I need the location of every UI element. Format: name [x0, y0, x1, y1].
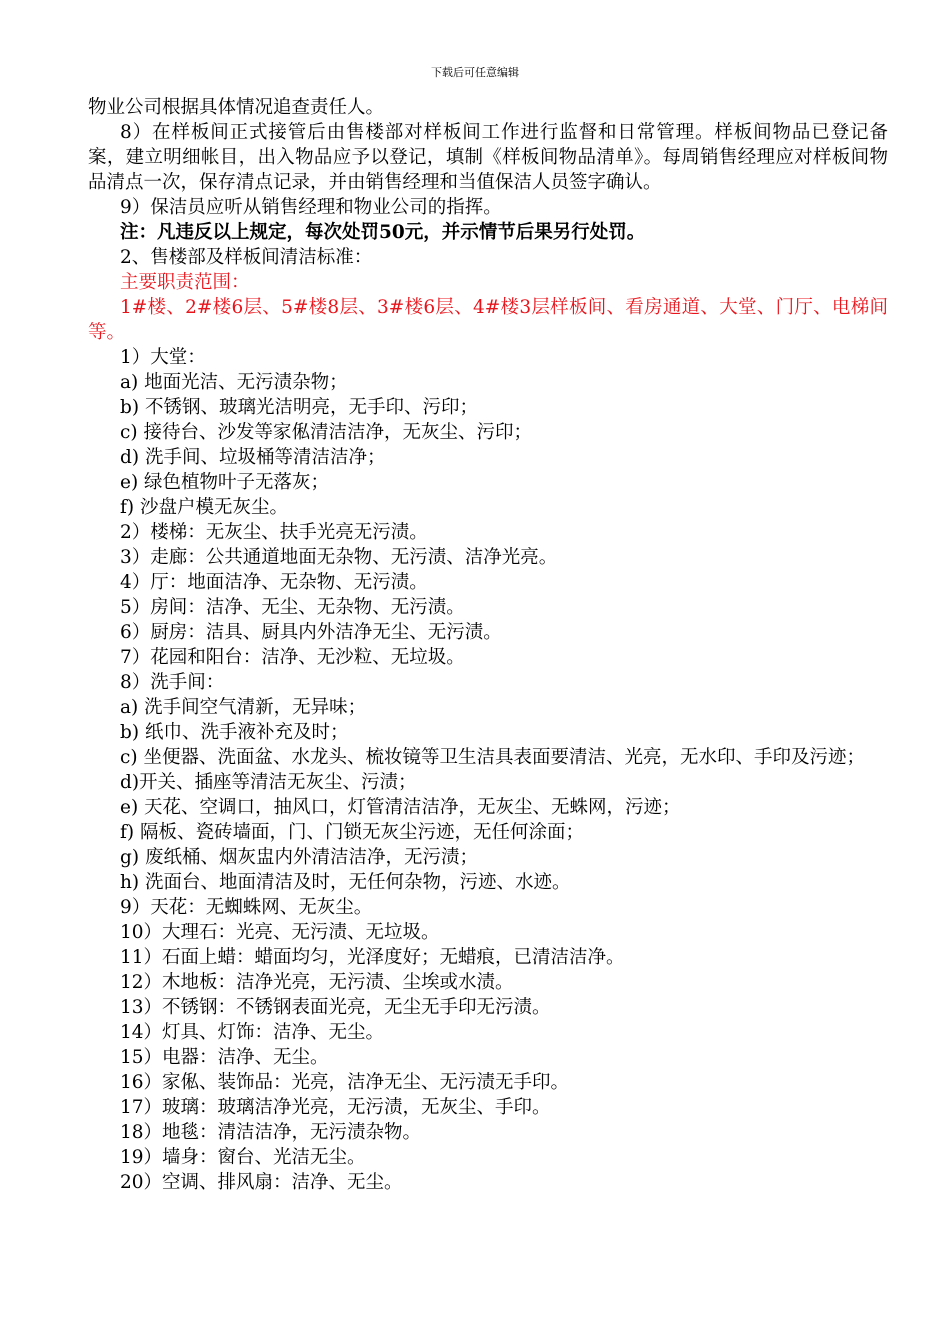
paragraph: 1）大堂：: [120, 347, 206, 368]
paragraph: 11）石面上蜡：蜡面均匀，光泽度好；无蜡痕，已清洁洁净。: [120, 947, 625, 968]
paragraph: 2）楼梯：无灰尘、扶手光亮无污渍。: [120, 522, 428, 543]
paragraph: f) 沙盘户模无灰尘。: [120, 497, 288, 518]
paragraph: d)开关、插座等清洁无灰尘、污渍；: [120, 772, 417, 793]
paragraph: f) 隔板、瓷砖墙面，门、门锁无灰尘污迹，无任何涂面；: [120, 822, 584, 843]
paragraph: 2、售楼部及样板间清洁标准：: [120, 247, 373, 268]
paragraph: b) 纸巾、洗手液补充及时；: [120, 722, 349, 743]
paragraph: 4）厅：地面洁净、无杂物、无污渍。: [120, 572, 428, 593]
paragraph: 5）房间：洁净、无尘、无杂物、无污渍。: [120, 597, 465, 618]
paragraph: 8）洗手间：: [120, 672, 225, 693]
paragraph: a) 洗手间空气清新，无异味；: [120, 697, 367, 718]
paragraph: h) 洗面台、地面清洁及时，无任何杂物，污迹、水迹。: [120, 872, 571, 893]
paragraph: 15）电器：洁净、无尘。: [120, 1047, 329, 1068]
paragraph: a) 地面光洁、无污渍杂物；: [120, 372, 348, 393]
paragraph: 3）走廊：公共通道地面无杂物、无污渍、洁净光亮。: [120, 547, 558, 568]
paragraph: 17）玻璃：玻璃洁净光亮，无污渍，无灰尘、手印。: [120, 1097, 551, 1118]
paragraph: 主要职责范围：: [120, 272, 250, 293]
paragraph: c) 坐便器、洗面盆、水龙头、梳妆镜等卫生洁具表面要清洁、光亮，无水印、手印及污迹；: [120, 747, 865, 768]
paragraph: 8）在样板间正式接管后由售楼部对样板间工作进行监督和日常管理。样板间物品已登记备案，建立明细帐目，出入物品应予以登记，填制《样板间物品清单》。每周销售经理应对样板间物品清点一次，保存清点记录，并由销售经理和当值保洁人员签字确认。: [88, 122, 888, 193]
paragraph: 1#楼、2#楼6层、5#楼8层、3#楼6层、4#楼3层样板间、看房通道、大堂、门厅、电梯间等。: [88, 297, 888, 343]
paragraph: 13）不锈钢：不锈钢表面光亮，无尘无手印无污渍。: [120, 997, 551, 1018]
paragraph: g) 废纸桶、烟灰盅内外清洁洁净，无污渍；: [120, 847, 478, 868]
paragraph: e) 绿色植物叶子无落灰；: [120, 472, 330, 493]
document-body: [88, 95, 888, 1195]
paragraph: 18）地毯：清洁洁净，无污渍杂物。: [120, 1122, 422, 1143]
paragraph: 16）家俬、装饰品：光亮，洁净无尘、无污渍无手印。: [120, 1072, 570, 1093]
paragraph: c) 接待台、沙发等家俬清洁洁净，无灰尘、污印；: [120, 422, 532, 443]
paragraph: 6）厨房：洁具、厨具内外洁净无尘、无污渍。: [120, 622, 502, 643]
paragraph: d) 洗手间、垃圾桶等清洁洁净；: [120, 447, 386, 468]
paragraph: 19）墙身：窗台、光洁无尘。: [120, 1147, 366, 1168]
paragraph: 注：凡违反以上规定，每次处罚50元，并示情节后果另行处罚。: [120, 222, 646, 243]
paragraph: 14）灯具、灯饰：洁净、无尘。: [120, 1022, 385, 1043]
paragraph: 9）保洁员应听从销售经理和物业公司的指挥。: [120, 197, 502, 218]
paragraph: 物业公司根据具体情况追查责任人。: [88, 97, 385, 118]
page-header: 下载后可任意编辑: [431, 66, 519, 79]
paragraph: b) 不锈钢、玻璃光洁明亮，无手印、污印；: [120, 397, 478, 418]
paragraph: 20）空调、排风扇：洁净、无尘。: [120, 1172, 403, 1193]
paragraph: 12）木地板：洁净光亮，无污渍、尘埃或水渍。: [120, 972, 514, 993]
paragraph: e) 天花、空调口，抽风口，灯管清洁洁净，无灰尘、无蛛网，污迹；: [120, 797, 681, 818]
paragraph: 7）花园和阳台：洁净、无沙粒、无垃圾。: [120, 647, 465, 668]
paragraph: 9）天花：无蜘蛛网、无灰尘。: [120, 897, 373, 918]
paragraph: 10）大理石：光亮、无污渍、无垃圾。: [120, 922, 440, 943]
